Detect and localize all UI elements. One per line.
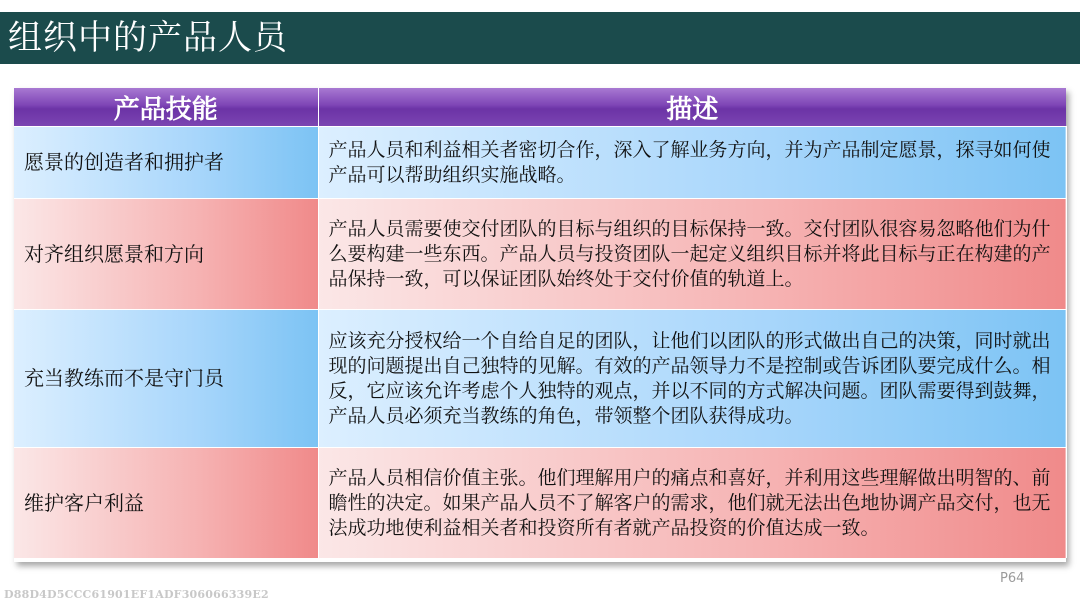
- skill-cell: 维护客户利益: [14, 448, 318, 559]
- skills-table-container: [14, 88, 1066, 562]
- page-number: P64: [1000, 571, 1025, 586]
- header-description: 描述: [318, 88, 1066, 127]
- table-row: [14, 310, 1066, 448]
- table-row: [14, 448, 1066, 559]
- skill-cell: 对齐组织愿景和方向: [14, 199, 318, 310]
- table-row: [14, 199, 1066, 310]
- skills-table: [14, 88, 1067, 558]
- description-cell: 产品人员相信价值主张。他们理解用户的痛点和喜好，并利用这些理解做出明智的、前瞻性的决定。如果产品人员不了解客户的需求，他们就无法出色地协调产品交付，也无法成功地使利益相关者和投资所有者就产品投资的价值达成一致。: [318, 448, 1066, 559]
- watermark-text: D88D4D5CCC61901EF1ADF306066339E2: [4, 588, 269, 601]
- page-title: 组织中的产品人员: [8, 18, 288, 58]
- title-bar: [0, 12, 1080, 64]
- skill-cell: 充当教练而不是守门员: [14, 310, 318, 448]
- description-cell: 应该充分授权给一个自给自足的团队，让他们以团队的形式做出自己的决策，同时就出现的问题提出自己独特的见解。有效的产品领导力不是控制或告诉团队要完成什么。相反，它应该允许考虑个人独特的观点，并以不同的方式解决问题。团队需要得到鼓舞，产品人员必须充当教练的角色，带领整个团队获得成功。: [318, 310, 1066, 448]
- description-cell: 产品人员需要使交付团队的目标与组织的目标保持一致。交付团队很容易忽略他们为什么要构建一些东西。产品人员与投资团队一起定义组织目标并将此目标与正在构建的产品保持一致，可以保证团队始终处于交付价值的轨道上。: [318, 199, 1066, 310]
- header-skill: 产品技能: [14, 88, 318, 127]
- description-cell: 产品人员和利益相关者密切合作，深入了解业务方向，并为产品制定愿景，探寻如何使产品可以帮助组织实施战略。: [318, 127, 1066, 199]
- table-header-row: [14, 88, 1066, 127]
- skill-cell: 愿景的创造者和拥护者: [14, 127, 318, 199]
- table-row: [14, 127, 1066, 199]
